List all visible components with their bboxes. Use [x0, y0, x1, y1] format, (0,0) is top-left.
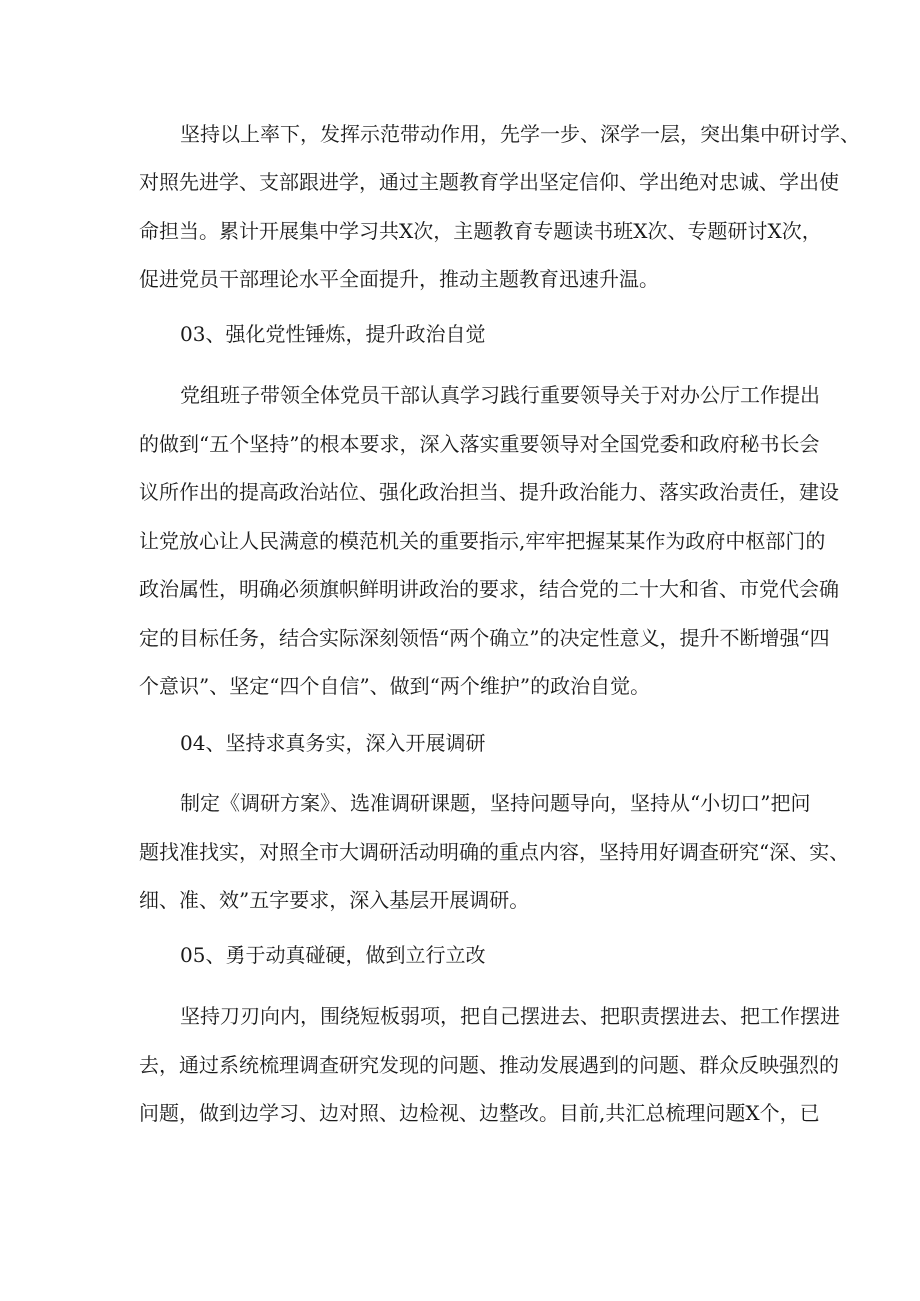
paragraph-4-line-1: 坚持刀刃向内，围绕短板弱项，把自己摆进去、把职责摆进去、把工作摆进	[180, 1004, 840, 1028]
paragraph-2-line-6: 定的目标任务，结合实际深刻领悟“两个确立”的决定性意义，提升不断增强“四	[139, 626, 830, 650]
paragraph-2-line-3: 议所作出的提高政治站位、强化政治担当、提升政治能力、落实政治责任，建设	[139, 480, 839, 504]
paragraph-1-line-1: 坚持以上率下，发挥示范带动作用，先学一步、深学一层，突出集中研讨学、	[180, 122, 860, 146]
section-heading-05: 05、勇于动真碰硬，做到立行立改	[180, 943, 486, 967]
section-heading-04: 04、坚持求真务实，深入开展调研	[180, 731, 486, 755]
paragraph-4-line-3: 问题，做到边学习、边对照、边检视、边整改。目前,共汇总梳理问题X个，已	[139, 1101, 820, 1125]
paragraph-2-line-7: 个意识”、坚定“四个自信”、做到“两个维护”的政治自觉。	[139, 674, 651, 698]
paragraph-3-line-3: 细、准、效”五字要求，深入基层开展调研。	[139, 888, 530, 912]
paragraph-2-line-5: 政治属性，明确必须旗帜鲜明讲政治的要求，结合党的二十大和省、市党代会确	[139, 577, 839, 601]
paragraph-3-line-2: 题找准找实，对照全市大调研活动明确的重点内容，坚持用好调查研究“深、实、	[139, 840, 850, 864]
section-heading-03: 03、强化党性锤炼，提升政治自觉	[180, 322, 486, 346]
paragraph-4-line-2: 去，通过系统梳理调查研究发现的问题、推动发展遇到的问题、群众反映强烈的	[139, 1053, 839, 1077]
paragraph-3-line-1: 制定《调研方案》、选准调研课题，坚持问题导向，坚持从“小切口”把问	[180, 791, 811, 815]
paragraph-2-line-4: 让党放心让人民满意的模范机关的重要指示,牢牢把握某某作为政府中枢部门的	[139, 529, 826, 553]
paragraph-1-line-4: 促进党员干部理论水平全面提升，推动主题教育迅速升温。	[139, 267, 659, 291]
paragraph-2-line-1: 党组班子带领全体党员干部认真学习践行重要领导关于对办公厅工作提出	[180, 383, 820, 407]
paragraph-1-line-2: 对照先进学、支部跟进学，通过主题教育学出坚定信仰、学出绝对忠诚、学出使	[139, 170, 839, 194]
paragraph-2-line-2: 的做到“五个坚持”的根本要求，深入落实重要领导对全国党委和政府秘书长会	[139, 432, 820, 456]
paragraph-1-line-3: 命担当。累计开展集中学习共X次，主题教育专题读书班X次、专题研讨X次，	[139, 219, 822, 243]
